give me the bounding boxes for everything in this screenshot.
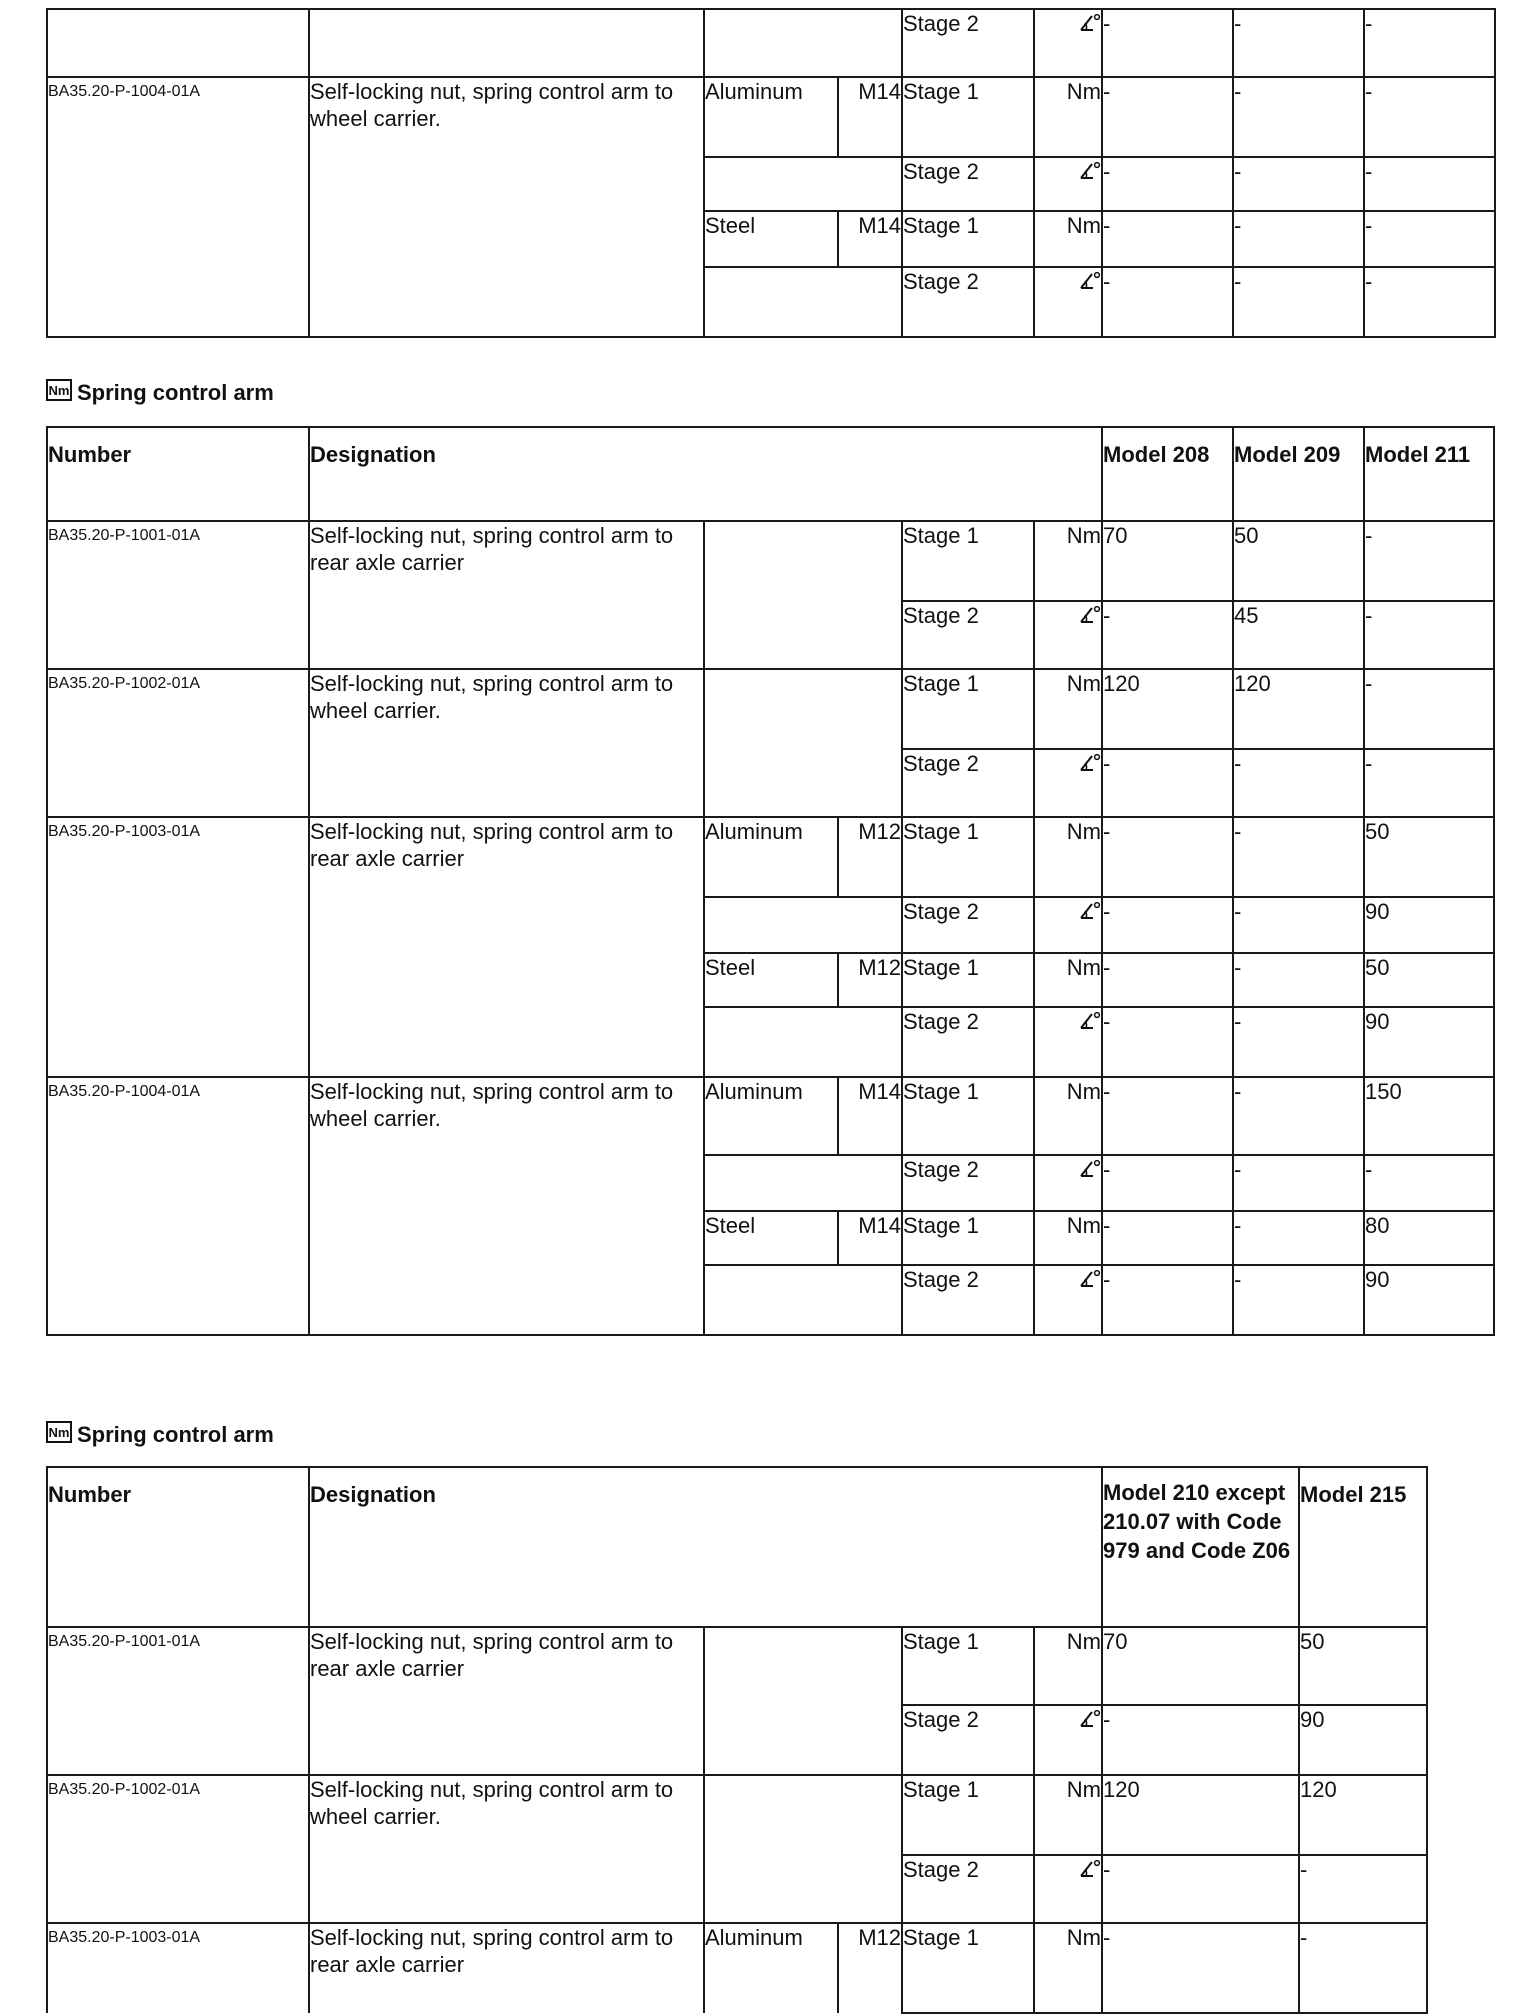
value-model-3: - — [1364, 669, 1494, 749]
header-designation: Designation — [309, 1467, 1102, 1627]
unit-cell — [1034, 1007, 1102, 1077]
designation: Self-locking nut, spring control arm to rear axle carrier — [309, 521, 704, 669]
header-number: Number — [47, 427, 309, 521]
value-model-1: - — [1102, 749, 1233, 817]
value-model-3: - — [1364, 9, 1495, 77]
value-model-2: - — [1233, 897, 1364, 953]
designation: Self-locking nut, spring control arm to rear axle carrier — [309, 1627, 704, 1775]
material: Aluminum — [704, 1077, 838, 1155]
section-title — [46, 1422, 274, 1448]
value-model-1: - — [1102, 1211, 1233, 1265]
value-model-3: 90 — [1364, 897, 1494, 953]
angle-icon — [1079, 1269, 1101, 1289]
stage-label: Stage 1 — [902, 1923, 1034, 2013]
material: Steel — [704, 211, 838, 267]
value-model-1: - — [1102, 1077, 1233, 1155]
unit-cell — [1034, 1155, 1102, 1211]
value-model-1: - — [1102, 211, 1233, 267]
value-model-2: - — [1233, 1077, 1364, 1155]
unit-nm: Nm — [1034, 817, 1102, 897]
stage-label: Stage 2 — [902, 1007, 1034, 1077]
stage-label: Stage 2 — [902, 1705, 1034, 1775]
material: Aluminum — [704, 1923, 838, 2013]
designation: Self-locking nut, spring control arm to rear axle carrier — [309, 1923, 704, 2013]
unit-cell — [1034, 267, 1102, 337]
unit-cell — [1034, 9, 1102, 77]
section-title-text: Spring control arm — [77, 1422, 274, 1447]
unit-cell — [1034, 157, 1102, 211]
unit-nm: Nm — [1034, 1923, 1102, 2013]
stage-label: Stage 1 — [902, 953, 1034, 1007]
stage-label: Stage 1 — [902, 1627, 1034, 1705]
unit-nm: Nm — [1034, 1211, 1102, 1265]
value-model-1: - — [1102, 1705, 1299, 1775]
header-model-2: Model 215 — [1299, 1467, 1427, 1627]
angle-icon — [1079, 1709, 1101, 1729]
material-cell — [704, 267, 902, 337]
table-row — [47, 9, 1495, 77]
stage-label: Stage 1 — [902, 817, 1034, 897]
material: Steel — [704, 1211, 838, 1265]
material-cell — [704, 521, 902, 669]
torque-table-models-208-209-211 — [46, 426, 1495, 1336]
stage-label: Stage 1 — [902, 77, 1034, 157]
angle-icon — [1079, 605, 1101, 625]
designation: Self-locking nut, spring control arm to wheel carrier. — [309, 1775, 704, 1923]
header-designation: Designation — [309, 427, 1102, 521]
value-model-2: 45 — [1233, 601, 1364, 669]
unit-nm: Nm — [1034, 953, 1102, 1007]
material-cell — [704, 9, 902, 77]
value-model-1: 70 — [1102, 1627, 1299, 1705]
value-model-2: - — [1233, 77, 1364, 157]
value-model-1: - — [1102, 897, 1233, 953]
section-title-text: Spring control arm — [77, 380, 274, 405]
part-number: BA35.20-P-1003-01A — [47, 817, 309, 1077]
designation: Self-locking nut, spring control arm to wheel carrier. — [309, 1077, 704, 1335]
value-model-1: - — [1102, 267, 1233, 337]
thread-size: M12 — [838, 817, 902, 897]
thread-size: M14 — [838, 77, 902, 157]
value-model-1: - — [1102, 9, 1233, 77]
material: Steel — [704, 953, 838, 1007]
value-model-2: - — [1233, 1155, 1364, 1211]
stage-label: Stage 2 — [902, 157, 1034, 211]
table-row — [47, 77, 1495, 157]
stage-label: Stage 2 — [902, 267, 1034, 337]
unit-cell — [1034, 601, 1102, 669]
value-model-1: - — [1102, 157, 1233, 211]
value-model-3: - — [1364, 1155, 1494, 1211]
value-model-1: - — [1102, 1155, 1233, 1211]
angle-icon — [1079, 271, 1101, 291]
value-model-2: - — [1233, 1265, 1364, 1335]
value-model-3: 90 — [1364, 1265, 1494, 1335]
value-model-3: - — [1364, 267, 1495, 337]
section-title — [46, 380, 274, 406]
value-model-2: 90 — [1299, 1705, 1427, 1775]
value-model-1: 120 — [1102, 1775, 1299, 1855]
table-row — [47, 669, 1494, 749]
designation: Self-locking nut, spring control arm to rear axle carrier — [309, 817, 704, 1077]
stage-label: Stage 2 — [902, 1155, 1034, 1211]
unit-nm: Nm — [1034, 669, 1102, 749]
stage-label: Stage 2 — [902, 1855, 1034, 1923]
stage-label: Stage 1 — [902, 521, 1034, 601]
material: Aluminum — [704, 817, 838, 897]
stage-label: Stage 2 — [902, 9, 1034, 77]
unit-cell — [1034, 1855, 1102, 1923]
table-row — [47, 1775, 1427, 1855]
value-model-3: 50 — [1364, 817, 1494, 897]
angle-icon — [1079, 901, 1101, 921]
stage-label: Stage 1 — [902, 1211, 1034, 1265]
header-model-1: Model 210 except 210.07 with Code 979 and Code Z06 — [1102, 1467, 1299, 1627]
header-model-2: Model 209 — [1233, 427, 1364, 521]
material-cell — [704, 669, 902, 817]
thread-size: M14 — [838, 1077, 902, 1155]
value-model-2: - — [1233, 953, 1364, 1007]
value-model-3: 50 — [1364, 953, 1494, 1007]
value-model-2: - — [1233, 157, 1364, 211]
angle-icon — [1079, 13, 1101, 33]
stage-label: Stage 1 — [902, 669, 1034, 749]
unit-nm: Nm — [1034, 77, 1102, 157]
thread-size: M14 — [838, 1211, 902, 1265]
unit-nm: Nm — [1034, 1627, 1102, 1705]
unit-cell — [1034, 897, 1102, 953]
material-cell — [704, 1155, 902, 1211]
value-model-3: - — [1364, 521, 1494, 601]
part-number: BA35.20-P-1003-01A — [47, 1923, 309, 2013]
material-cell — [704, 1627, 902, 1775]
stage-label: Stage 2 — [902, 897, 1034, 953]
stage-label: Stage 2 — [902, 1265, 1034, 1335]
value-model-1: 70 — [1102, 521, 1233, 601]
stage-label: Stage 2 — [902, 601, 1034, 669]
part-number — [47, 9, 309, 77]
unit-cell — [1034, 1705, 1102, 1775]
designation: Self-locking nut, spring control arm to wheel carrier. — [309, 669, 704, 817]
thread-size: M12 — [838, 953, 902, 1007]
value-model-1: - — [1102, 1007, 1233, 1077]
value-model-3: 150 — [1364, 1077, 1494, 1155]
torque-nm-icon: Nm — [46, 379, 72, 401]
value-model-2: 50 — [1233, 521, 1364, 601]
stage-label: Stage 1 — [902, 1077, 1034, 1155]
value-model-1: - — [1102, 1923, 1299, 2013]
designation — [309, 9, 704, 77]
value-model-2: 50 — [1299, 1627, 1427, 1705]
material-cell — [704, 157, 902, 211]
unit-cell — [1034, 1265, 1102, 1335]
value-model-2: - — [1233, 749, 1364, 817]
value-model-1: - — [1102, 601, 1233, 669]
torque-table-models-210-215 — [46, 1466, 1428, 2014]
angle-icon — [1079, 161, 1101, 181]
value-model-2: 120 — [1233, 669, 1364, 749]
material-cell — [704, 897, 902, 953]
value-model-2: - — [1233, 9, 1364, 77]
table-row — [47, 1627, 1427, 1705]
value-model-2: - — [1299, 1923, 1427, 2013]
value-model-3: - — [1364, 77, 1495, 157]
thread-size: M14 — [838, 211, 902, 267]
table-row — [47, 521, 1494, 601]
table-row — [47, 817, 1494, 897]
angle-icon — [1079, 1859, 1101, 1879]
value-model-2: - — [1233, 1007, 1364, 1077]
unit-cell — [1034, 749, 1102, 817]
value-model-3: 90 — [1364, 1007, 1494, 1077]
value-model-2: 120 — [1299, 1775, 1427, 1855]
torque-nm-icon: Nm — [46, 1421, 72, 1443]
value-model-3: 80 — [1364, 1211, 1494, 1265]
value-model-2: - — [1233, 1211, 1364, 1265]
value-model-2: - — [1233, 817, 1364, 897]
value-model-3: - — [1364, 157, 1495, 211]
header-number: Number — [47, 1467, 309, 1627]
part-number: BA35.20-P-1002-01A — [47, 669, 309, 817]
header-model-3: Model 211 — [1364, 427, 1494, 521]
value-model-2: - — [1299, 1855, 1427, 1923]
value-model-3: - — [1364, 749, 1494, 817]
stage-label: Stage 1 — [902, 1775, 1034, 1855]
part-number: BA35.20-P-1001-01A — [47, 1627, 309, 1775]
part-number: BA35.20-P-1002-01A — [47, 1775, 309, 1923]
thread-size: M12 — [838, 1923, 902, 2013]
table-header-row — [47, 427, 1494, 521]
value-model-3: - — [1364, 211, 1495, 267]
stage-label: Stage 2 — [902, 749, 1034, 817]
value-model-1: - — [1102, 1855, 1299, 1923]
unit-nm: Nm — [1034, 1775, 1102, 1855]
angle-icon — [1079, 1159, 1101, 1179]
material-cell — [704, 1007, 902, 1077]
value-model-1: - — [1102, 1265, 1233, 1335]
material-cell — [704, 1265, 902, 1335]
unit-nm: Nm — [1034, 1077, 1102, 1155]
angle-icon — [1079, 753, 1101, 773]
value-model-1: 120 — [1102, 669, 1233, 749]
unit-nm: Nm — [1034, 211, 1102, 267]
part-number: BA35.20-P-1004-01A — [47, 77, 309, 337]
unit-nm: Nm — [1034, 521, 1102, 601]
material: Aluminum — [704, 77, 838, 157]
angle-icon — [1079, 1011, 1101, 1031]
value-model-2: - — [1233, 267, 1364, 337]
part-number: BA35.20-P-1001-01A — [47, 521, 309, 669]
material-cell — [704, 1775, 902, 1923]
value-model-1: - — [1102, 77, 1233, 157]
value-model-3: - — [1364, 601, 1494, 669]
designation: Self-locking nut, spring control arm to wheel carrier. — [309, 77, 704, 337]
header-model-1: Model 208 — [1102, 427, 1233, 521]
table-row — [47, 1077, 1494, 1155]
value-model-1: - — [1102, 817, 1233, 897]
value-model-1: - — [1102, 953, 1233, 1007]
value-model-2: - — [1233, 211, 1364, 267]
table-header-row — [47, 1467, 1427, 1627]
torque-table-continued — [46, 8, 1496, 338]
part-number: BA35.20-P-1004-01A — [47, 1077, 309, 1335]
stage-label: Stage 1 — [902, 211, 1034, 267]
